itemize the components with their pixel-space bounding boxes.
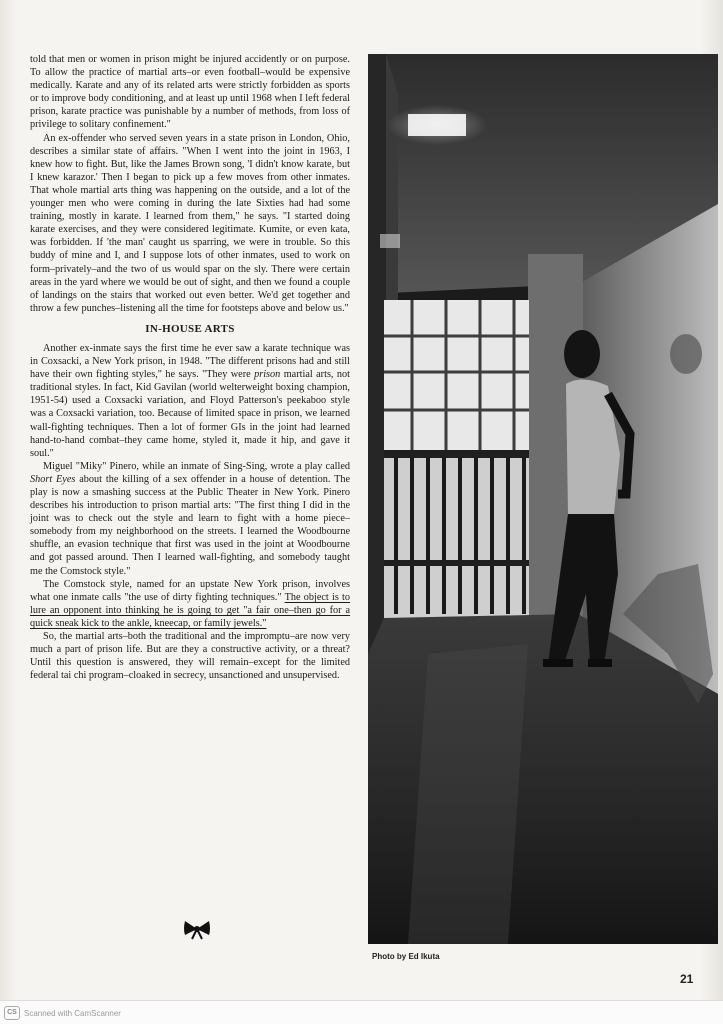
prison-corridor-photo bbox=[368, 54, 718, 944]
bow-ornament-icon bbox=[183, 918, 211, 940]
article-paragraph: So, the martial arts–both the traditional and the impromptu–are now very much a part of prison life. But are they a constructive activity, or a threat? Until this question is answered, they will remain–except for the limited federal tai chi program–cloaked in secrecy, unsanctioned and unsupervised. bbox=[30, 631, 350, 682]
article-paragraph: Another ex-inmate says the first time he ever saw a karate technique was in Coxsacki, a New York prison, in 1948. "The different prisons had and still have their own fighting styles," he says. "They were prison martial arts, not traditional styles. In fact, Kid Gavilan (world welterweight boxing champion, 1951-54) used a Coxsacki variation, and Floyd Patterson's peekaboo style was a Coxsacki variation, too. Because of limited space in prison, we learned wall-fighting techniques. Then a lot of former GIs in the joint had learned hand-to-hand combat–they came home, styled it, made it hip, and gave it soul." bbox=[30, 342, 350, 459]
article-paragraph: told that men or women in prison might be injured accidently or on purpose. To allow the practice of martial arts–or even football–would be expensive medically. Karate and any of its related arts were strictly forbidden as sports or to improve body conditioning, and at least up until 1968 when I left federal prison, karate practice was punishable by a number of methods, from loss of privilege to solitary confinement." bbox=[30, 54, 350, 131]
scanner-watermark bbox=[4, 1006, 121, 1020]
article-paragraph: An ex-offender who served seven years in a state prison in London, Ohio, describes a similar state of affairs. "When I went into the joint in 1963, I knew how to fight. But, like the James Brown song, 'I didn't know karate, but I knew karazor.' Then I began to pick up a few moves from other inmates. That whole martial arts thing was happening on the outside, and a lot of the younger men who were coming in during the late Sixties had had some training, mostly in karate. I learned from them," he says. "I started doing karate exercises, and they were considered legitimate. Kumite, or even kata, was forbidden. If 'the man' caught us sparring, we were in trouble. So this buddy of mine and I, and I suppose lots of other inmates, used to work on form–privately–and the two of us would spar on the sly. There were certain areas in the yard where we would be out of sight, and then we found a couple of landings on the stairs that worked out even better. We'd get together and throw a few punches–listening all the time for footsteps above and below us." bbox=[30, 132, 350, 314]
camscanner-logo-icon: CS bbox=[4, 1006, 20, 1020]
article-column bbox=[30, 53, 350, 682]
underlined-passage: The object is to lure an opponent into thinking he is going to get "a fair one–then go for a quick sneak kick to the ankle, kneecap, or family jewels." bbox=[30, 591, 350, 629]
page-number: 21 bbox=[680, 972, 694, 986]
scanner-label: Scanned with CamScanner bbox=[24, 1008, 121, 1018]
prison-corridor-photo-icon bbox=[368, 54, 718, 944]
article-paragraph: Miguel "Miky" Pinero, while an inmate of Sing-Sing, wrote a play called Short Eyes about the killing of a sex offender in a house of detention. The play is now a smashing success at the Public Theater in New York. Pinero describes his introduction to prison martial arts: "The first thing I did in the joint was to check out the style and learn to fight with a home piece–somebody from my neighborhood on the streets. I learned the Woodbourne shuffle, an evasion technique that first was used in the joint at Woodbourne and got passed around. Then I learned wall-fighting, and somebody taught me the Comstock style." bbox=[30, 460, 350, 577]
article-paragraph: The Comstock style, named for an upstate New York prison, involves what one inmate calls "the use of dirty fighting techniques." The object is to lure an opponent into thinking he is going to get "a fair one–then go for a quick sneak kick to the ankle, kneecap, or family jewels." bbox=[30, 578, 350, 629]
section-heading: IN-HOUSE ARTS bbox=[145, 322, 235, 335]
photo-credit: Photo by Ed Ikuta bbox=[372, 952, 440, 961]
